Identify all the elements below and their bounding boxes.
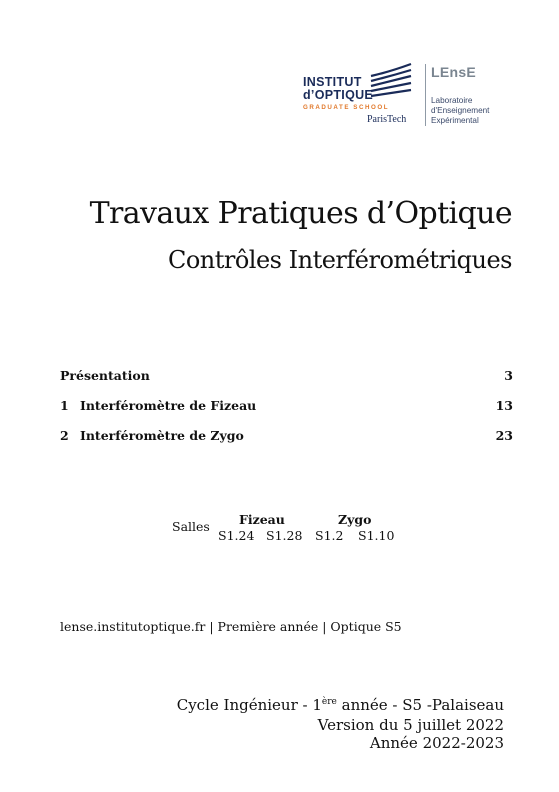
toc-entry-number: 2: [60, 427, 69, 443]
toc-entry-title: Interféromètre de Fizeau: [80, 397, 257, 413]
document-title: Travaux Pratiques d’Optique: [89, 196, 512, 231]
room-cell: S1.10: [358, 528, 395, 543]
room-cell: S1.28: [266, 528, 303, 543]
cycle-superscript: ère: [321, 697, 337, 707]
logo-divider: [425, 64, 426, 126]
version-line: Version du 5 juillet 2022: [317, 716, 504, 734]
institut-optique-logo: [303, 62, 423, 128]
cycle-line: [177, 696, 504, 714]
cycle-suffix: année - S5 -Palaiseau: [336, 696, 504, 714]
lense-logo-title: LEnsE: [431, 64, 477, 80]
graduate-school-text: GRADUATE SCHOOL: [303, 104, 390, 111]
toc-entry-title: Présentation: [60, 367, 150, 383]
room-cell: S1.24: [218, 528, 255, 543]
document-subtitle: Contrôles Interférométriques: [167, 246, 512, 274]
toc-entry-number: 1: [60, 397, 69, 413]
toc-entry-fizeau[interactable]: [60, 390, 513, 420]
rooms-header-zygo: Zygo: [338, 512, 372, 527]
toc-entry-title: Interféromètre de Zygo: [80, 427, 244, 443]
room-cell: S1.2: [315, 528, 344, 543]
lense-logo-subtitle: Laboratoire d'Enseignement Expérimental: [431, 96, 490, 125]
toc-entry-presentation[interactable]: [60, 360, 513, 390]
toc-entry-page: 3: [504, 367, 513, 383]
toc-entry-page: 23: [495, 427, 513, 443]
institut-logo-line1: INSTITUT: [303, 75, 362, 89]
lense-logo: [431, 64, 521, 130]
paristech-text: ParisTech: [367, 114, 407, 125]
table-of-contents: [60, 360, 513, 450]
site-info-line: lense.institutoptique.fr | Première année | Optique S5: [60, 619, 402, 634]
toc-entry-page: 13: [495, 397, 513, 413]
rooms-label: Salles: [172, 519, 210, 534]
cycle-prefix: Cycle Ingénieur - 1: [176, 696, 322, 714]
rooms-header-fizeau: Fizeau: [239, 512, 285, 527]
academic-year-line: Année 2022-2023: [369, 734, 504, 752]
institut-logo-line2: d’OPTIQUE: [303, 88, 374, 102]
wave-lines-icon: [369, 62, 413, 98]
toc-entry-zygo[interactable]: [60, 420, 513, 450]
